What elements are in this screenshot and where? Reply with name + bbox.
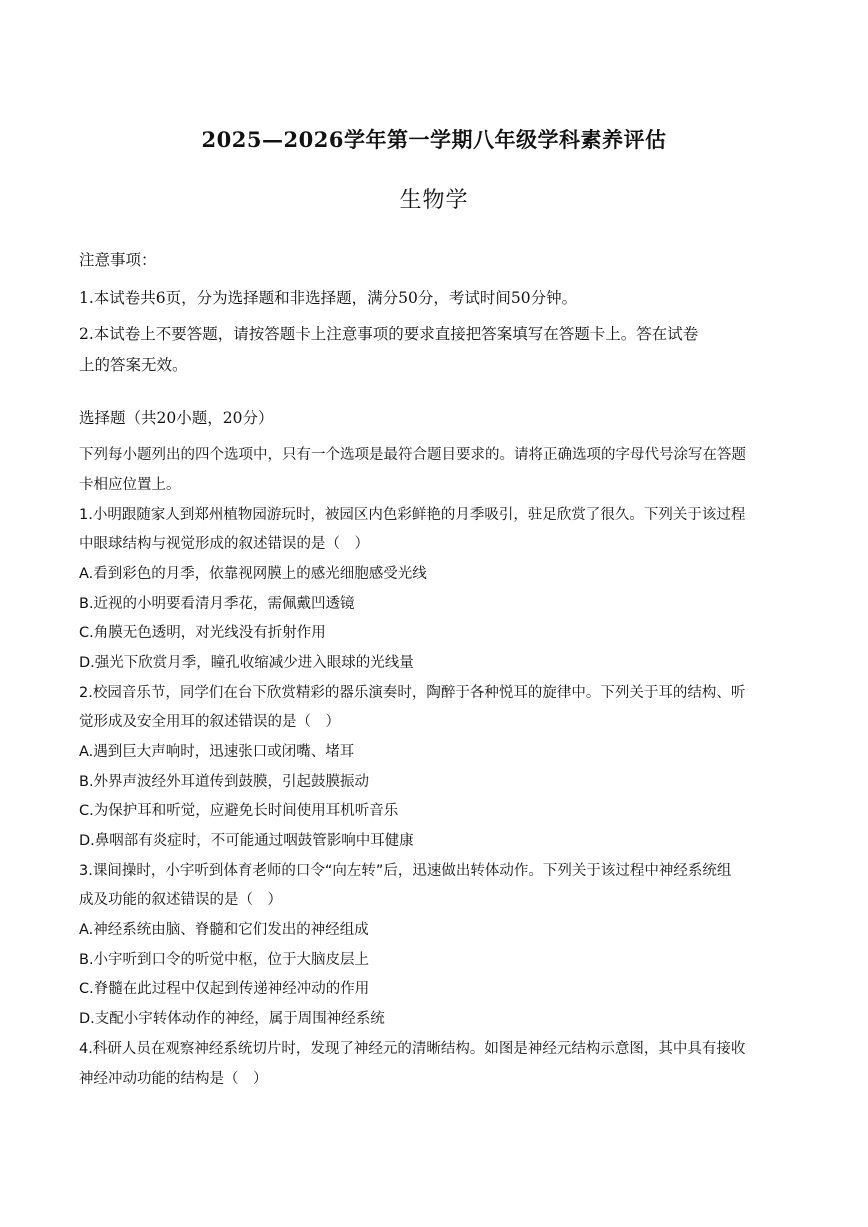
- subject-title: 生物学: [399, 188, 469, 213]
- notice-item-2-line-1: 2.本试卷上不要答题，请按答题卡上注意事项的要求直接把答案填写在答题卡上。答在试卷: [79, 325, 699, 343]
- section-instruction-line-1: 下列每小题列出的四个选项中，只有一个选项是最符合题目要求的。请将正确选项的字母代号涂写在答题: [79, 447, 746, 463]
- option-a: A.遇到巨大声响时，迅速张口或闭嘴、堵耳: [79, 744, 355, 760]
- section-instruction-line-2: 卡相应位置上。: [79, 477, 181, 493]
- option-d: D.鼻咽部有炎症时，不可能通过咽鼓管影响中耳健康: [79, 833, 414, 849]
- notice-item-1: 1.本试卷共6页，分为选择题和非选择题，满分50分，考试时间50分钟。: [79, 289, 578, 307]
- question-stem-line-1: 3.课间操时，小宇听到体育老师的口令“向左转”后，迅速做出转体动作。下列关于该过程中神经系统组: [79, 863, 732, 879]
- notice-item-2-line-2: 上的答案无效。: [79, 356, 188, 374]
- section-heading: 选择题（共20小题，20分）: [79, 409, 274, 427]
- question-stem-line-2: 中眼球结构与视觉形成的叙述错误的是（ ）: [79, 536, 369, 552]
- option-a: A.看到彩色的月季，依靠视网膜上的感光细胞感受光线: [79, 566, 427, 582]
- question-stem-line-2: 觉形成及安全用耳的叙述错误的是（ ）: [79, 714, 340, 730]
- option-b: B.外界声波经外耳道传到鼓膜，引起鼓膜振动: [79, 774, 370, 790]
- option-d: D.支配小宇转体动作的神经，属于周围神经系统: [79, 1011, 385, 1027]
- option-d: D.强光下欣赏月季，瞳孔收缩减少进入眼球的光线量: [79, 655, 414, 671]
- option-c: C.为保护耳和听觉，应避免长时间使用耳机听音乐: [79, 803, 399, 819]
- option-b: B.近视的小明要看清月季花，需佩戴凹透镜: [79, 596, 355, 612]
- question-stem-line-2: 成及功能的叙述错误的是（ ）: [79, 892, 282, 908]
- option-a: A.神经系统由脑、脊髓和它们发出的神经组成: [79, 922, 369, 938]
- question-stem-line-1: 4.科研人员在观察神经系统切片时，发现了神经元的清晰结构。如图是神经元结构示意图，其中具有接收: [79, 1041, 746, 1057]
- question-stem-line-2: 神经冲动功能的结构是（ ）: [79, 1071, 268, 1087]
- option-c: C.脊髓在此过程中仅起到传递神经冲动的作用: [79, 981, 370, 997]
- exam-title: 2025—2026学年第一学期八年级学科素养评估: [201, 127, 667, 152]
- question-stem-line-1: 1.小明跟随家人到郑州植物园游玩时，被园区内色彩鲜艳的月季吸引，驻足欣赏了很久。下列关于该过程: [79, 507, 746, 523]
- notice-heading: 注意事项：: [79, 251, 157, 269]
- option-b: B.小宇听到口令的听觉中枢，位于大脑皮层上: [79, 952, 370, 968]
- question-stem-line-1: 2.校园音乐节，同学们在台下欣赏精彩的器乐演奏时，陶醉于各种悦耳的旋律中。下列关于耳的结构、听: [79, 685, 746, 701]
- option-c: C.角膜无色透明，对光线没有折射作用: [79, 625, 326, 641]
